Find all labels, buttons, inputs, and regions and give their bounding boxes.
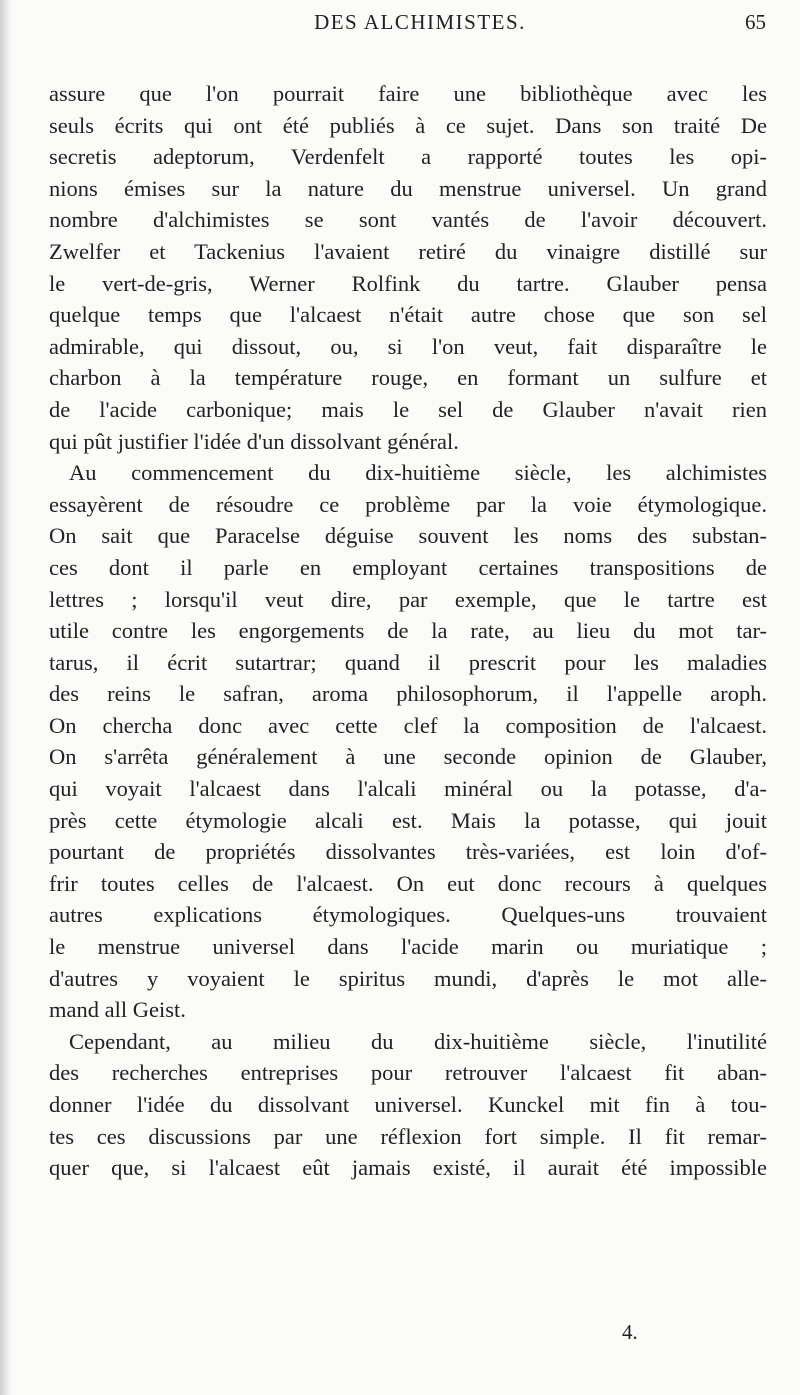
- text-line: autres explications étymologiques. Quelques-uns trouvaient: [49, 902, 767, 928]
- text-line: secretis adeptorum, Verdenfelt a rapporté toutes les opi-: [49, 144, 767, 170]
- text-line: frir toutes celles de l'alcaest. On eut donc recours à quelques: [49, 870, 767, 896]
- text-line: quer que, si l'alcaest eût jamais existé, il aurait été impossible: [49, 1155, 767, 1181]
- text-line: le vert-de-gris, Werner Rolfink du tartre. Glauber pensa: [49, 270, 767, 296]
- text-line: mand all Geist.: [49, 997, 186, 1023]
- text-line: admirable, qui dissout, ou, si l'on veut, fait disparaître le: [49, 333, 767, 359]
- text-line: d'autres y voyaient le spiritus mundi, d'après le mot alle-: [49, 965, 767, 991]
- text-line: pourtant de propriétés dissolvantes très-variées, est loin d'of-: [49, 839, 767, 865]
- text-line: Au commencement du dix-huitième siècle, les alchimistes: [69, 460, 767, 486]
- text-line: assure que l'on pourrait faire une bibliothèque avec les: [49, 81, 767, 106]
- text-line: ces dont il parle en employant certaines transpositions de: [49, 554, 767, 580]
- text-line: près cette étymologie alcali est. Mais la potasse, qui jouit: [49, 807, 767, 833]
- running-head: DES ALCHIMISTES.: [314, 10, 526, 34]
- text-line: essayèrent de résoudre ce problème par la voie étymologique.: [49, 491, 767, 517]
- text-line: lettres ; lorsqu'il veut dire, par exemple, que le tartre est: [49, 586, 767, 612]
- text-line: On s'arrêta généralement à une seconde opinion de Glauber,: [49, 744, 767, 770]
- page-number: 65: [745, 10, 766, 34]
- text-line: nions émises sur la nature du menstrue universel. Un grand: [49, 175, 767, 201]
- text-line: Cependant, au milieu du dix-huitième siècle, l'inutilité: [69, 1028, 767, 1054]
- text-line: nombre d'alchimistes se sont vantés de l'avoir découvert.: [49, 207, 767, 233]
- text-line: tes ces discussions par une réflexion fort simple. Il fit remar-: [49, 1123, 767, 1149]
- signature-mark: 4.: [622, 1320, 638, 1344]
- text-line: Zwelfer et Tackenius l'avaient retiré du vinaigre distillé sur: [49, 238, 767, 264]
- text-line: des recherches entreprises pour retrouver l'alcaest fit aban-: [49, 1060, 767, 1086]
- text-line: On sait que Paracelse déguise souvent les noms des substan-: [49, 523, 767, 549]
- text-line: des reins le safran, aroma philosophorum, il l'appelle aroph.: [49, 681, 767, 707]
- text-line: charbon à la température rouge, en formant un sulfure et: [49, 365, 767, 391]
- text-line: tarus, il écrit sutartrar; quand il prescrit pour les maladies: [49, 649, 767, 675]
- text-line: seuls écrits qui ont été publiés à ce sujet. Dans son traité De: [49, 112, 767, 138]
- text-line: qui pût justifier l'idée d'un dissolvant général.: [49, 428, 459, 454]
- text-line: quelque temps que l'alcaest n'était autre chose que son sel: [49, 302, 767, 328]
- page-header: [40, 4, 800, 44]
- text-line: On chercha donc avec cette clef la composition de l'alcaest.: [49, 712, 767, 738]
- text-line: de l'acide carbonique; mais le sel de Glauber n'avait rien: [49, 396, 767, 422]
- binding-edge-shadow: [0, 0, 14, 1395]
- text-line: le menstrue universel dans l'acide marin ou muriatique ;: [49, 934, 767, 960]
- text-line: utile contre les engorgements de la rate, au lieu du mot tar-: [49, 618, 767, 644]
- text-line: qui voyait l'alcaest dans l'alcali minéral ou la potasse, d'a-: [49, 776, 767, 802]
- text-line: donner l'idée du dissolvant universel. Kunckel mit fin à tou-: [49, 1092, 767, 1117]
- body-text: [49, 78, 767, 1184]
